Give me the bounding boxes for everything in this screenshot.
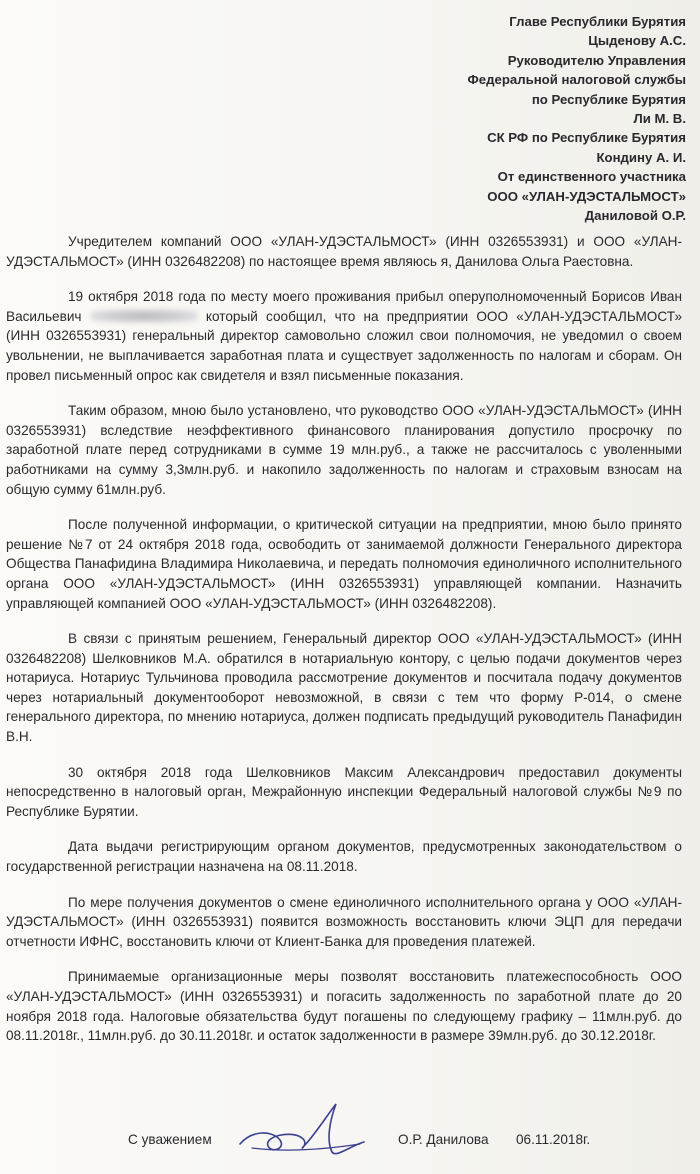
paragraph-text: который сообщил, что на предприятии ООО «УЛАН-УДЭСТАЛЬМОСТ» (ИНН 0326553931) генеральный директор самовольно сложил свои полномочия, не уведомил о своем увольнении, не выплачивается заработная плата и существует задолженность по налогам и сборам. Он провел письменный опрос как свидетеля и взял письменные показания. bbox=[6, 308, 682, 383]
addressee-line: Цыденову А.С. bbox=[588, 33, 686, 49]
addressee-line: Даниловой О.Р. bbox=[584, 208, 686, 224]
closing-text: С уважением bbox=[128, 1132, 212, 1147]
addressee-line: Руководителю Управления bbox=[507, 52, 686, 68]
letter-body bbox=[6, 232, 682, 1062]
paragraph: В связи с принятым решением, Генеральный директор ООО «УЛАН-УДЭСТАЛЬМОСТ» (ИНН 0326482208) Шелковников М.А. обратился в нотариальную контору, с целью подачи документов через нотариуса. Нотариус Тульчинова проводила рассмотрение документов и посчитала подачу документов через нотариальный документооборот невозможной, в связи с тем что форму Р-014, о смене генерального директора, по мнению нотариуса, должен подписать предыдущий руководитель Панафидин В.Н. bbox=[6, 631, 682, 745]
paragraph-text: 19 октября 2018 года по месту моего проживания прибыл оперуполномоченный Борисов Иван Васильевич bbox=[6, 289, 682, 324]
addressee-line: Кондину А. И. bbox=[596, 149, 686, 165]
signature-row bbox=[0, 1100, 700, 1174]
paragraph: Дата выдачи регистрирующим органом документов, предусмотренных законодательством о государственной регистрации назначена на 08.11.2018. bbox=[6, 839, 682, 875]
redacted-name-blur bbox=[90, 309, 198, 323]
addressee-line: СК РФ по Республике Бурятия bbox=[487, 130, 686, 146]
signer-name: О.Р. Данилова bbox=[398, 1132, 489, 1147]
addressee-line: Главе Республики Бурятия bbox=[509, 14, 686, 29]
paragraph: Учредителем компаний ООО «УЛАН-УДЭСТАЛЬМОСТ» (ИНН 0326553931) и ООО «УЛАН-УДЭСТАЛЬМОСТ» (ИНН 0326482208) по настоящее время являюсь я, Данилова Ольга Раестовна. bbox=[6, 234, 682, 269]
addressee-line: по Республике Бурятия bbox=[531, 91, 686, 107]
addressee-line: Ли М. В. bbox=[633, 111, 686, 127]
paragraph: После полученной информации, о критической ситуации на предприятии, мною было принято решение №7 от 24 октября 2018 года, освободить от занимаемой должности Генерального директора Общества Панафидина Владимира Николаевича, и передать полномочия единоличного исполнительного органа ООО «УЛАН-УДЭСТАЛЬМОСТ» (ИНН 0326553931) управляющей компании. Назначить управляющей компанией ООО «УЛАН-УДЭСТАЛЬМОСТ» (ИНН 0326482208). bbox=[6, 517, 682, 611]
addressee-block bbox=[286, 12, 686, 225]
addressee-line: ООО «УЛАН-УДЭСТАЛЬМОСТ» bbox=[487, 188, 686, 204]
signature-date: 06.11.2018г. bbox=[516, 1132, 591, 1147]
addressee-line: Федеральной налоговой службы bbox=[467, 72, 686, 88]
paragraph: Таким образом, мною было установлено, что руководство ООО «УЛАН-УДЭСТАЛЬМОСТ» (ИНН 0326553931) вследствие неэффективного финансового планирования допустило просрочку по заработной плате перед сотрудниками в сумме 19 млн.руб., а также не рассчиталось с уволенными работниками на сумму 3,3млн.руб. и накопило задолженность по налогам и страховым взносам на общую сумму 61млн.руб. bbox=[6, 403, 682, 497]
paragraph: Принимаемые организационные меры позволят восстановить платежеспособность ООО «УЛАН-УДЭСТАЛЬМОСТ» (ИНН 0326553931) и погасить задолженность по заработной плате до 20 ноября 2018 года. Налоговые обязательства будут погашены по следующему графику – 11млн.руб. до 08.11.2018г., 11млн.руб. до 30.11.2018г. и остаток задолженности в размере 39млн.руб. до 30.12.2018г. bbox=[6, 969, 682, 1044]
addressee-line: От единственного участника bbox=[497, 169, 686, 185]
paragraph: По мере получения документов о смене единоличного исполнительного органа у ООО «УЛАН-УДЭСТАЛЬМОСТ» (ИНН 0326553931) появится возможность восстановить ключи ЭЦП для передачи отчетности ИФНС, восстановить ключи от Клиент-Банка для проведения платежей. bbox=[6, 894, 682, 949]
paragraph bbox=[6, 287, 682, 385]
handwritten-signature bbox=[232, 1100, 372, 1166]
paragraph: 30 октября 2018 года Шелковников Максим Александрович предоставил документы непосредственно в налоговый орган, Межрайонную инспекции Федеральный налоговой службы №9 по Республике Бурятии. bbox=[6, 764, 682, 819]
